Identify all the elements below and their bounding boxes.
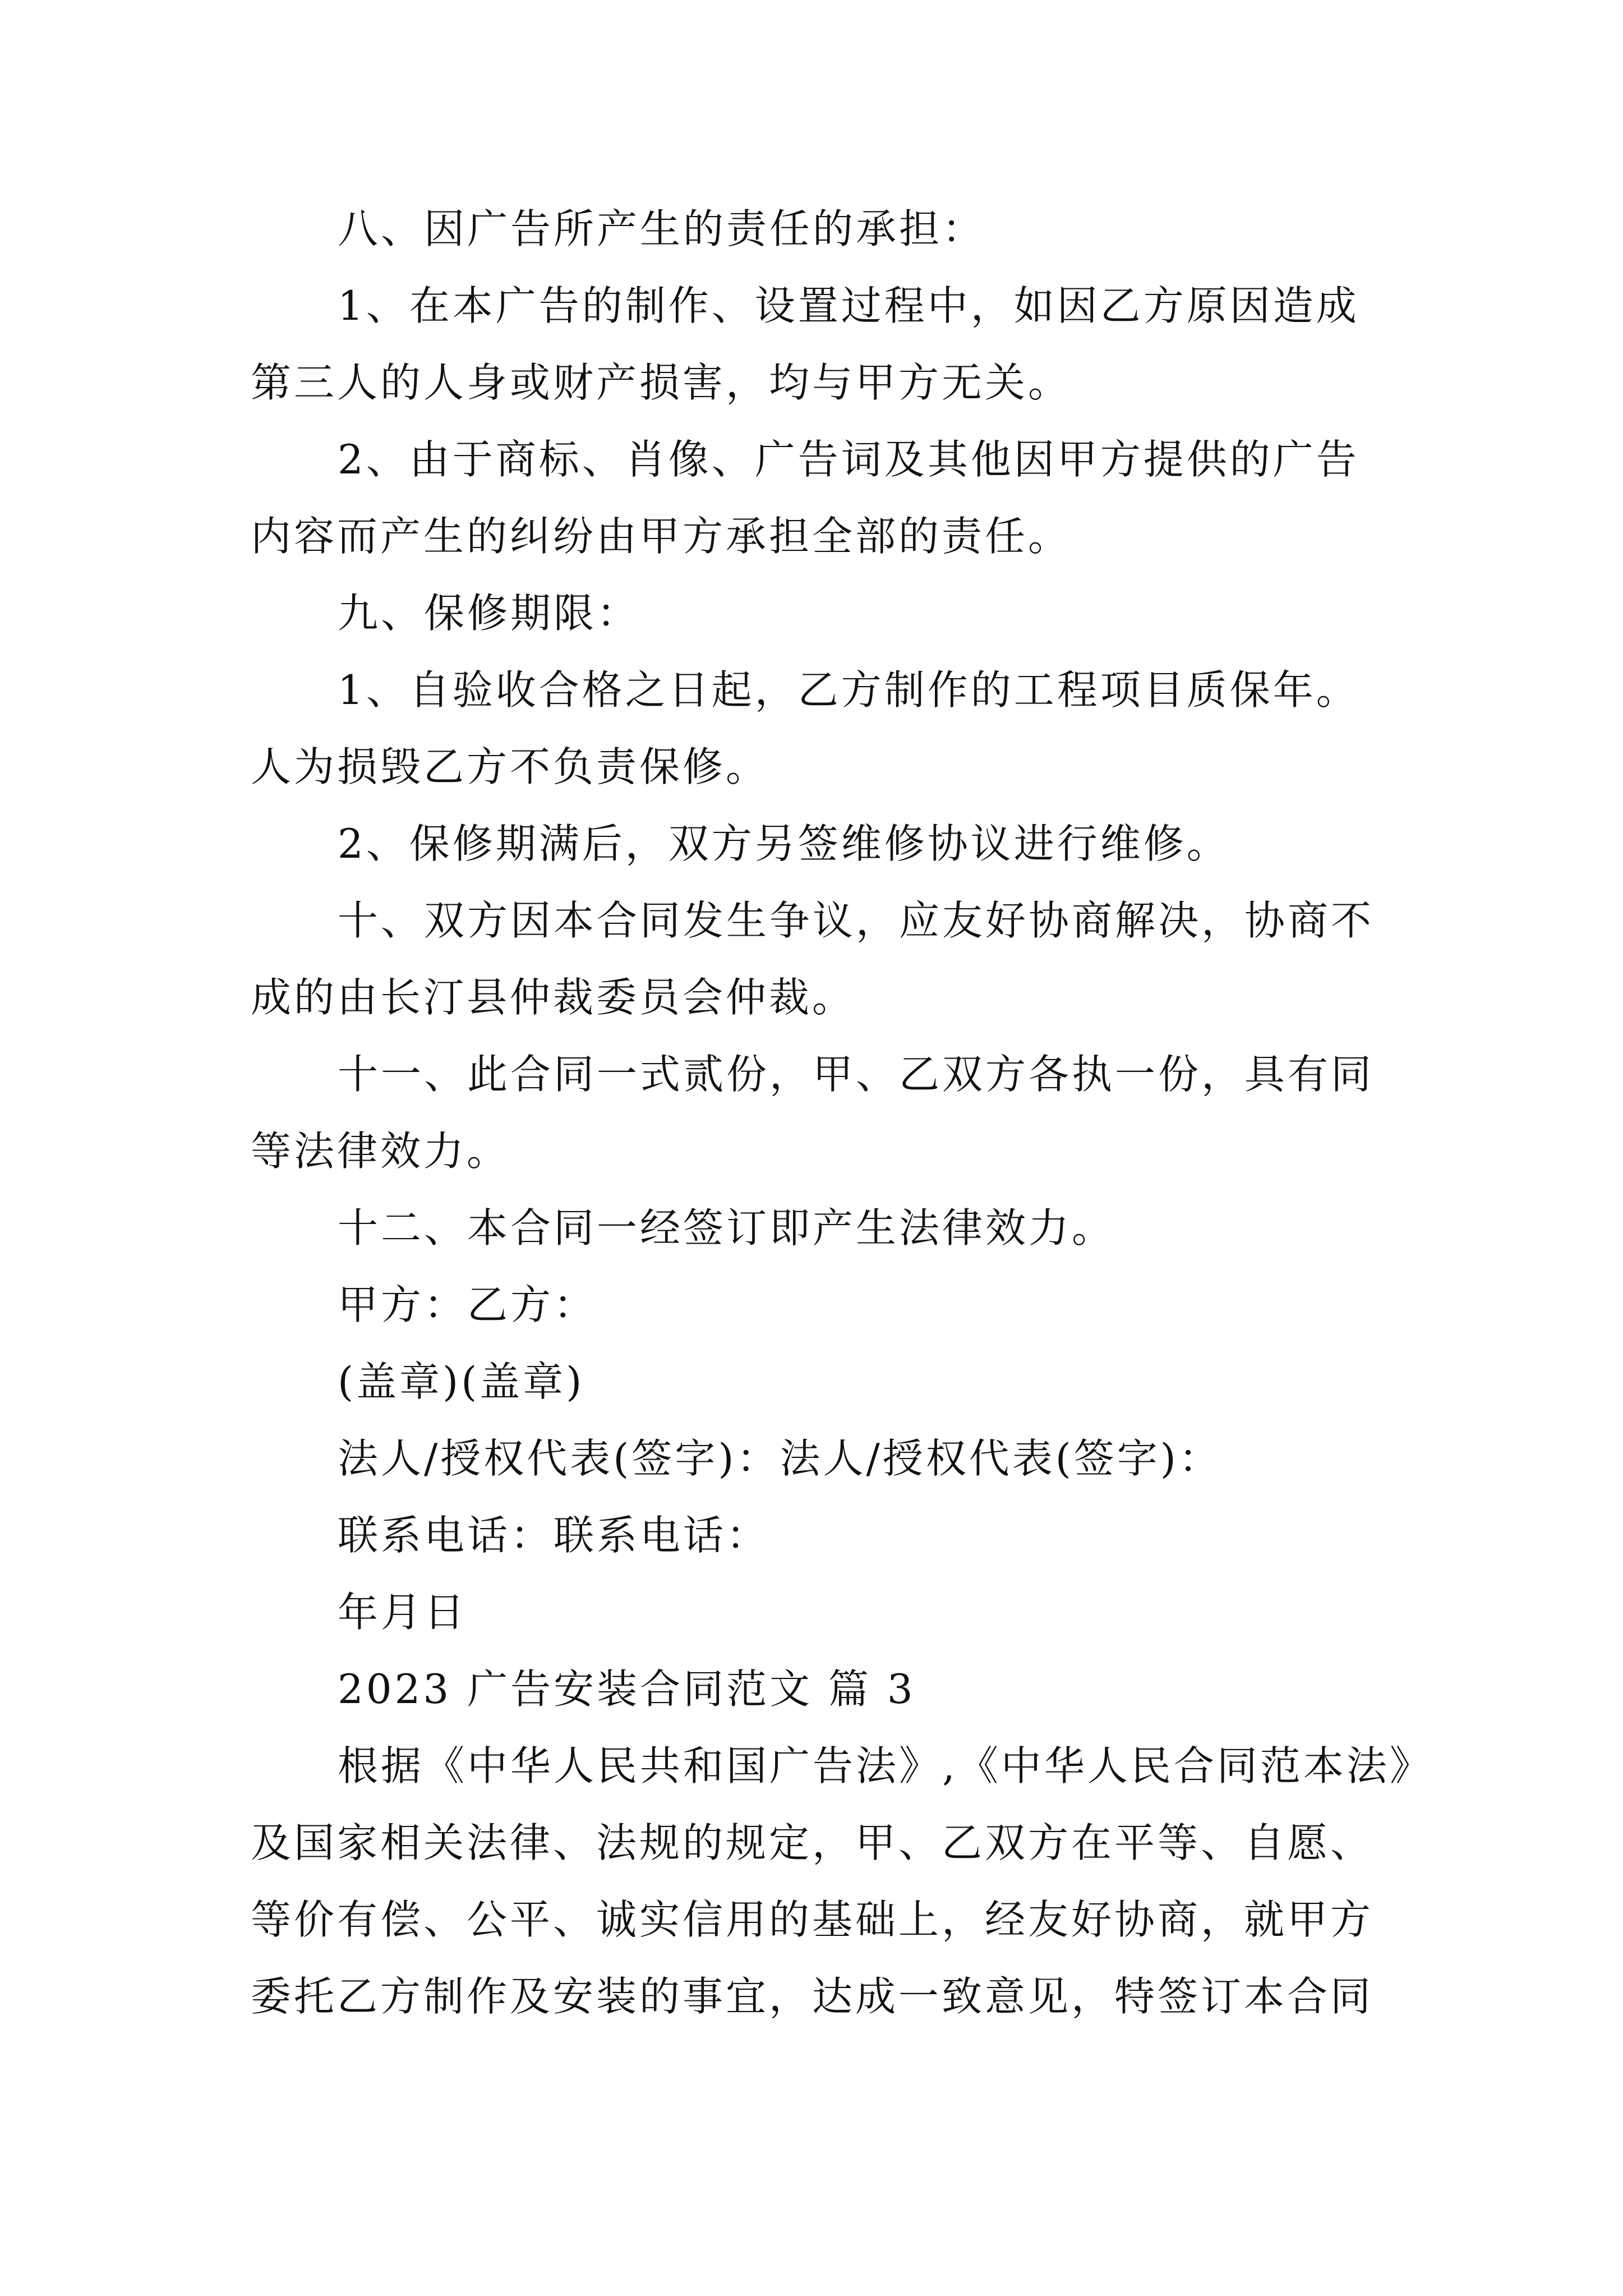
section-heading-9: 九、保修期限： (338, 590, 640, 637)
phone-labels: 联系电话：联系电话： (338, 1512, 770, 1559)
paragraph-line: 2、保修期满后，双方另签维修协议进行维修。 (338, 820, 1230, 867)
paragraph-line: 内容而产生的纠纷由甲方承担全部的责任。 (251, 513, 1072, 560)
paragraph-line: 人为损毁乙方不负责保修。 (251, 743, 769, 790)
section-heading-8: 八、因广告所产生的责任的承担： (338, 205, 986, 252)
signature-labels: 法人/授权代表(签字)：法人/授权代表(签字)： (338, 1435, 1222, 1482)
paragraph-line: 2、由于商标、肖像、广告词及其他因甲方提供的广告 (338, 436, 1359, 483)
seal-labels: (盖章)(盖章) (338, 1358, 585, 1405)
article-title: 2023 广告安装合同范文 篇 3 (338, 1665, 916, 1713)
section-heading-11: 十一、此合同一式贰份，甲、乙双方各执一份，具有同 (338, 1051, 1375, 1098)
section-heading-12: 十二、本合同一经签订即产生法律效力。 (338, 1204, 1115, 1251)
paragraph-line: 1、自验收合格之日起，乙方制作的工程项目质保年。 (338, 666, 1359, 714)
paragraph-line: 等法律效力。 (251, 1128, 510, 1175)
paragraph-line: 等价有偿、公平、诚实信用的基础上，经友好协商，就甲方 (251, 1896, 1374, 1943)
party-labels: 甲方：乙方： (338, 1281, 597, 1328)
date-label: 年月日 (338, 1589, 468, 1636)
paragraph-line: 成的由长汀县仲裁委员会仲裁。 (251, 974, 856, 1021)
paragraph-line: 委托乙方制作及安装的事宜，达成一致意见，特签订本合同 (251, 1973, 1374, 2020)
paragraph-line: 第三人的人身或财产损害，均与甲方无关。 (251, 359, 1072, 406)
section-heading-10: 十、双方因本合同发生争议，应友好协商解决，协商不 (338, 897, 1375, 944)
document-body (251, 191, 1433, 2035)
paragraph-line: 1、在本广告的制作、设置过程中，如因乙方原因造成 (338, 282, 1359, 329)
paragraph-line: 根据《中华人民共和国广告法》,《中华人民合同范本法》 (338, 1742, 1433, 1789)
paragraph-line: 及国家相关法律、法规的规定，甲、乙双方在平等、自愿、 (251, 1819, 1374, 1866)
